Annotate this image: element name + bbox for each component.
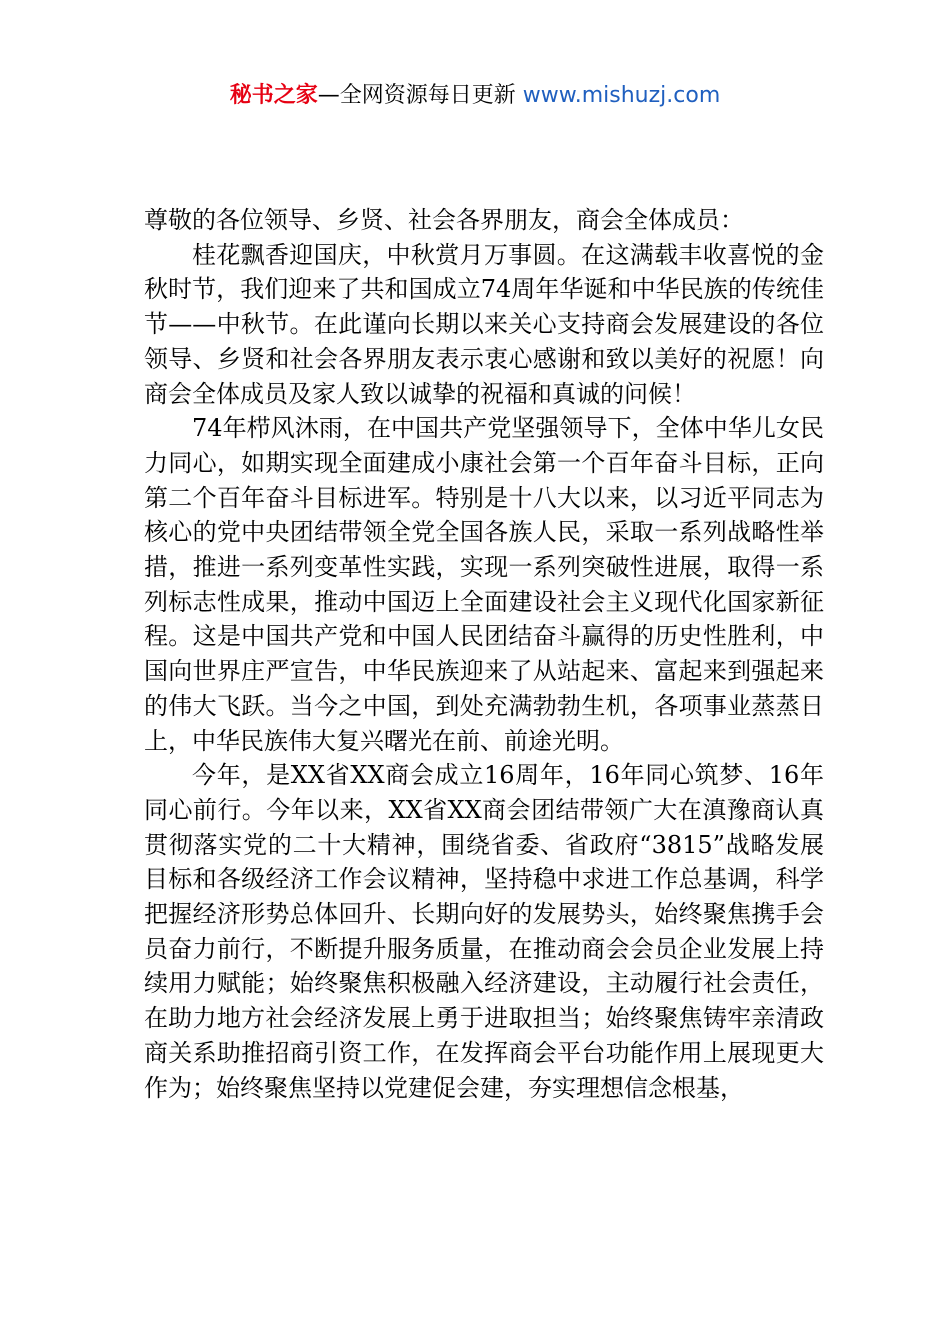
brand-name: 秘书之家 bbox=[229, 83, 318, 108]
site-url-link[interactable]: www.mishuzj.com bbox=[522, 83, 721, 108]
paragraph: 74年栉风沐雨，在中国共产党坚强领导下，全体中华儿女民力同心，如期实现全面建成小康社会第一个百年奋斗目标，正向第二个百年奋斗目标进军。特别是十八大以来，以习近平同志为核心的党中央团结带领全党全国各族人民，采取一系列战略性举措，推进一系列变革性实践，实现一系列突破性进展，取得一系列标志性成果，推动中国迈上全面建设社会主义现代化国家新征程。这是中国共产党和中国人民团结奋斗赢得的历史性胜利，中国向世界庄严宣告，中华民族迎来了从站起来、富起来到强起来的伟大飞跃。当今之中国，到处充满勃勃生机，各项事业蒸蒸日上，中华民族伟大复兴曙光在前、前途光明。 bbox=[144, 414, 824, 755]
paragraph: 今年，是XX省XX商会成立16周年，16年同心筑梦、16年同心前行。今年以来，XX省XX商会团结带领广大在滇豫商认真贯彻落实党的二十大精神，围绕省委、省政府“3815”战略发展目标和各级经济工作会议精神，坚持稳中求进工作总基调，科学把握经济形势总体回升、长期向好的发展势头，始终聚焦携手会员奋力前行，不断提升服务质量，在推动商会会员企业发展上持续用力赋能；始终聚焦积极融入经济建设，主动履行社会责任，在助力地方社会经济发展上勇于进取担当；始终聚焦铸牢亲清政商关系助推招商引资工作，在发挥商会平台功能作用上展现更大作为；始终聚焦坚持以党建促会建，夯实理想信念根基， bbox=[144, 761, 824, 1102]
site-header bbox=[0, 80, 950, 112]
salutation: 尊敬的各位领导、乡贤、社会各界朋友，商会全体成员： bbox=[144, 206, 744, 234]
header-tagline: —全网资源每日更新 bbox=[317, 83, 516, 108]
document-body bbox=[144, 203, 824, 1105]
paragraph: 桂花飘香迎国庆，中秋赏月万事圆。在这满载丰收喜悦的金秋时节，我们迎来了共和国成立74周年华诞和中华民族的传统佳节——中秋节。在此谨向长期以来关心支持商会发展建设的各位领导、乡贤和社会各界朋友表示衷心感谢和致以美好的祝愿！向商会全体成员及家人致以诚挚的祝福和真诚的问候！ bbox=[144, 240, 824, 408]
